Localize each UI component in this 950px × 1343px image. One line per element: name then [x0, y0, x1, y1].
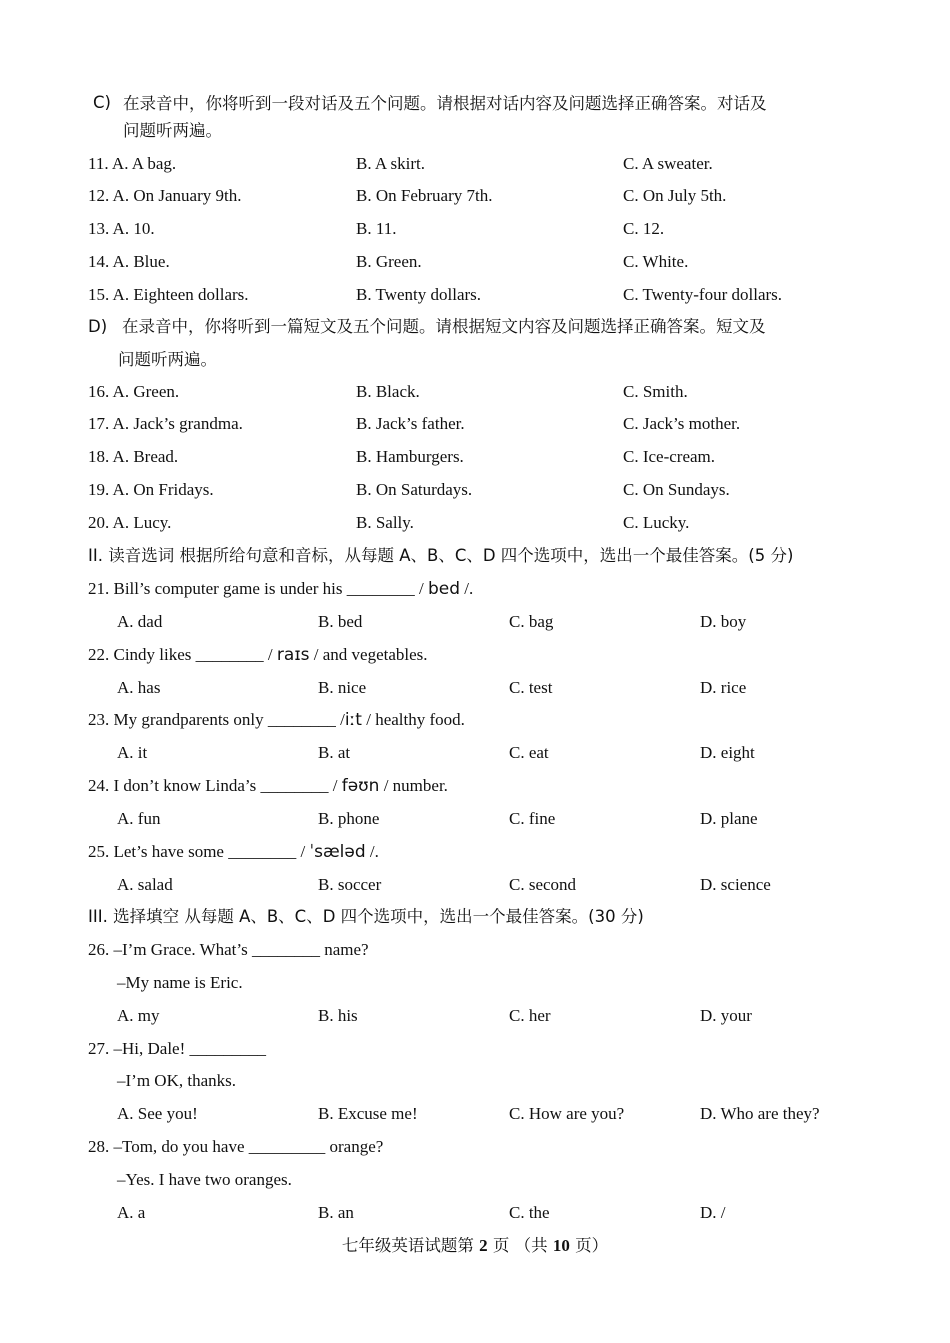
question-14-option-a: 14. A. Blue.	[88, 252, 170, 271]
question-23-stem	[88, 708, 465, 732]
question-20-option-a: 20. A. Lucy.	[88, 513, 172, 532]
question-23-text: 23. My grandparents only ________ /	[88, 710, 345, 729]
question-21-stem	[88, 577, 473, 601]
question-22-text: 22. Cindy likes ________ /	[88, 645, 277, 664]
question-28-option-a: A. a	[117, 1203, 146, 1222]
footer-middle: 页 （共	[487, 1236, 553, 1255]
question-15-option-a: 15. A. Eighteen dollars.	[88, 285, 249, 304]
question-14-option-b: B. Green.	[356, 252, 422, 271]
question-25-option-a: A. salad	[117, 875, 173, 894]
question-12-option-c: C. On July 5th.	[623, 186, 727, 205]
question-21-option-d: D. boy	[700, 612, 747, 631]
question-25-option-d: D. science	[700, 875, 771, 894]
question-25-option-c: C. second	[509, 875, 577, 894]
question-21-option-a: A. dad	[117, 612, 163, 631]
question-24-option-a: A. fun	[117, 809, 161, 828]
question-16-option-c: C. Smith.	[623, 382, 688, 401]
question-27-stem: 27. –Hi, Dale! _________	[88, 1039, 267, 1058]
question-23-phonetic: iːt	[344, 710, 362, 730]
question-26-option-b: B. his	[318, 1006, 358, 1025]
question-19-option-a: 19. A. On Fridays.	[88, 480, 214, 499]
question-25-option-b: B. soccer	[318, 875, 382, 894]
question-12-option-a: 12. A. On January 9th.	[88, 186, 242, 205]
question-13-option-c: C. 12.	[623, 219, 665, 238]
question-18-option-b: B. Hamburgers.	[356, 447, 464, 466]
question-16-option-b: B. Black.	[356, 382, 420, 401]
question-27-option-a: A. See you!	[117, 1104, 198, 1123]
question-27-reply: –I’m OK, thanks.	[117, 1071, 236, 1090]
question-24-text: 24. I don’t know Linda’s ________ /	[88, 776, 342, 795]
question-26-option-c: C. her	[509, 1006, 551, 1025]
question-28-stem: 28. –Tom, do you have _________ orange?	[88, 1137, 384, 1156]
question-26-stem: 26. –I’m Grace. What’s ________ name?	[88, 940, 369, 959]
question-22-stem	[88, 643, 428, 667]
question-24-phonetic: fəʊn	[341, 776, 380, 796]
question-18-option-a: 18. A. Bread.	[88, 447, 179, 466]
question-17-option-c: C. Jack’s mother.	[623, 414, 741, 433]
question-17-option-a: 17. A. Jack’s grandma.	[88, 414, 243, 433]
section-c-label: C)	[93, 93, 111, 112]
question-18-option-c: C. Ice-cream.	[623, 447, 716, 466]
question-22-option-b: B. nice	[318, 678, 367, 697]
question-22-text-end: / and vegetables.	[309, 645, 428, 664]
question-23-option-c: C. eat	[509, 743, 549, 762]
section-3-heading: III. 选择填空 从每题 A、B、C、D 四个选项中，选出一个最佳答案。(30 分)	[88, 907, 644, 926]
question-25-text-end: /.	[365, 842, 379, 861]
question-23-option-b: B. at	[318, 743, 351, 762]
section-c-instruction-2: 问题听两遍。	[123, 121, 222, 140]
question-12-option-b: B. On February 7th.	[356, 186, 493, 205]
question-20-option-b: B. Sally.	[356, 513, 414, 532]
question-28-option-d: D. /	[700, 1203, 726, 1222]
page-footer	[0, 1234, 950, 1258]
footer-suffix: 页）	[569, 1236, 609, 1255]
question-14-option-c: C. White.	[623, 252, 689, 271]
question-28-reply: –Yes. I have two oranges.	[117, 1170, 292, 1189]
section-d-instruction-2: 问题听两遍。	[118, 350, 217, 369]
question-21-text: 21. Bill’s computer game is under his ________ /	[88, 579, 428, 598]
question-23-option-d: D. eight	[700, 743, 755, 762]
footer-prefix: 七年级英语试题第	[341, 1236, 480, 1255]
question-25-text: 25. Let’s have some ________ /	[88, 842, 310, 861]
question-15-option-c: C. Twenty-four dollars.	[623, 285, 783, 304]
section-2-heading: II. 读音选词 根据所给句意和音标，从每题 A、B、C、D 四个选项中，选出一个最佳答案。(5 分)	[88, 546, 794, 565]
question-20-option-c: C. Lucky.	[623, 513, 690, 532]
question-19-option-b: B. On Saturdays.	[356, 480, 473, 499]
question-21-text-end: /.	[460, 579, 474, 598]
question-22-option-c: C. test	[509, 678, 553, 697]
question-21-option-b: B. bed	[318, 612, 363, 631]
question-27-option-c: C. How are you?	[509, 1104, 625, 1123]
question-22-option-d: D. rice	[700, 678, 747, 697]
question-23-text-end: / healthy food.	[361, 710, 465, 729]
question-17-option-b: B. Jack’s father.	[356, 414, 465, 433]
question-11-option-c: C. A sweater.	[623, 154, 713, 173]
section-d-label: D)	[88, 317, 108, 336]
question-24-option-c: C. fine	[509, 809, 556, 828]
question-22-option-a: A. has	[117, 678, 161, 697]
question-27-option-d: D. Who are they?	[700, 1104, 820, 1123]
question-22-phonetic: raɪs	[276, 645, 310, 665]
footer-page-number: 2	[479, 1236, 488, 1255]
question-28-option-c: C. the	[509, 1203, 550, 1222]
question-13-option-a: 13. A. 10.	[88, 219, 155, 238]
section-d-instruction-1: 在录音中，你将听到一篇短文及五个问题。请根据短文内容及问题选择正确答案。短文及	[122, 317, 766, 336]
question-23-option-a: A. it	[117, 743, 148, 762]
question-26-reply: –My name is Eric.	[117, 973, 243, 992]
question-21-option-c: C. bag	[509, 612, 554, 631]
section-c-instruction-1: 在录音中，你将听到一段对话及五个问题。请根据对话内容及问题选择正确答案。对话及	[123, 94, 767, 113]
question-24-text-end: / number.	[379, 776, 448, 795]
question-21-phonetic: bed	[427, 579, 461, 599]
question-26-option-d: D. your	[700, 1006, 752, 1025]
question-26-option-a: A. my	[117, 1006, 160, 1025]
question-11-option-b: B. A skirt.	[356, 154, 425, 173]
question-16-option-a: 16. A. Green.	[88, 382, 180, 401]
question-15-option-b: B. Twenty dollars.	[356, 285, 482, 304]
question-25-stem	[88, 840, 379, 864]
footer-total-pages: 10	[552, 1236, 570, 1255]
question-28-option-b: B. an	[318, 1203, 354, 1222]
question-24-stem	[88, 774, 448, 798]
question-25-phonetic: ˈsæləd	[309, 842, 366, 862]
question-13-option-b: B. 11.	[356, 219, 397, 238]
question-19-option-c: C. On Sundays.	[623, 480, 730, 499]
question-24-option-b: B. phone	[318, 809, 380, 828]
question-27-option-b: B. Excuse me!	[318, 1104, 418, 1123]
question-24-option-d: D. plane	[700, 809, 758, 828]
question-11-option-a: 11. A. A bag.	[88, 154, 177, 173]
